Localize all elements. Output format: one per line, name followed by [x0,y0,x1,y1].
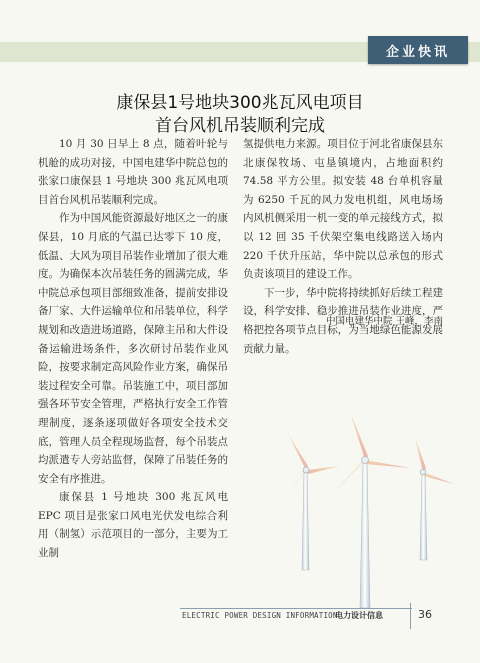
paragraph: 10 月 30 日早上 8 点，随着叶轮与机舱的成功对接，中国电建华中院总包的张家口康保县 1 号地块 300 兆瓦风电项目首台风机吊装顺利完成。 [38,138,228,206]
paragraph: 氢提供电力来源。项目位于河北省康保县东北康保牧场、屯垦镇境内，占地面积约 74.58 平方公里。拟安装 48 台单机容量为 6250 千瓦的风力发电机组，风电场场内风机侧采用一机一变的单元接线方式，拟以 12 回 35 千伏架空集电线路送入场内 220 千伏升压站，华中院以总承包的形式负责该项目的建设工作。 [243,138,443,281]
wind-turbine-icon [332,412,410,608]
footer-journal-english: ELECTRIC POWER DESIGN INFORMATION [182,611,338,620]
wind-turbine-icon [400,438,454,560]
footer-divider [180,608,412,609]
article-title-line2: 首台风机吊装顺利完成 [155,116,325,136]
wind-turbine-illustration [250,410,460,610]
paragraph: 康保县 1 号地块 300 兆瓦风电 EPC 项目是张家口风电光伏发电综合利用（制氢）示范项目的一部分，主要为工业制 [38,491,228,560]
section-tag: 企业快讯 [368,36,468,64]
left-column [38,135,228,563]
article-title-line1: 康保县1号地块300兆瓦风电项目 [116,93,364,113]
author-byline: 中国电建华中院 王峰，李南 [326,316,444,327]
wind-turbine-icon [286,434,340,570]
paragraph: 下一步，华中院将持续抓好后续工程建设，科学安排、稳步推进吊装作业进度，严格把控各项节点目标，为当地绿色能源发展贡献力量。 [243,286,443,355]
page-number: 36 [418,608,432,621]
paragraph: 作为中国风能资源最好地区之一的康保县，10 月底的气温已达零下 10 度，低温、大风为项目吊装作业增加了很大难度。为确保本次吊装任务的圆满完成，华中院总承包项目部细致准备，提前安排设备厂家、大件运输单位和吊装单位，科学规划和改造进场道路，保障主吊和大件设备运输进场条件，多次研讨吊装作业风险，按要求制定高风险作业方案，确保吊装过程安全可靠。吊装施工中，项目部加强各环节安全管理，严格执行安全工作管理制度，逐条逐项做好各项安全技术交底，管理人员全程现场监督，每个吊装点均派遣专人旁站监督，保障了吊装任务的安全有序推进。 [38,212,228,485]
footer-separator [410,603,411,629]
footer-journal-chinese: 电力设计信息 [335,611,383,620]
